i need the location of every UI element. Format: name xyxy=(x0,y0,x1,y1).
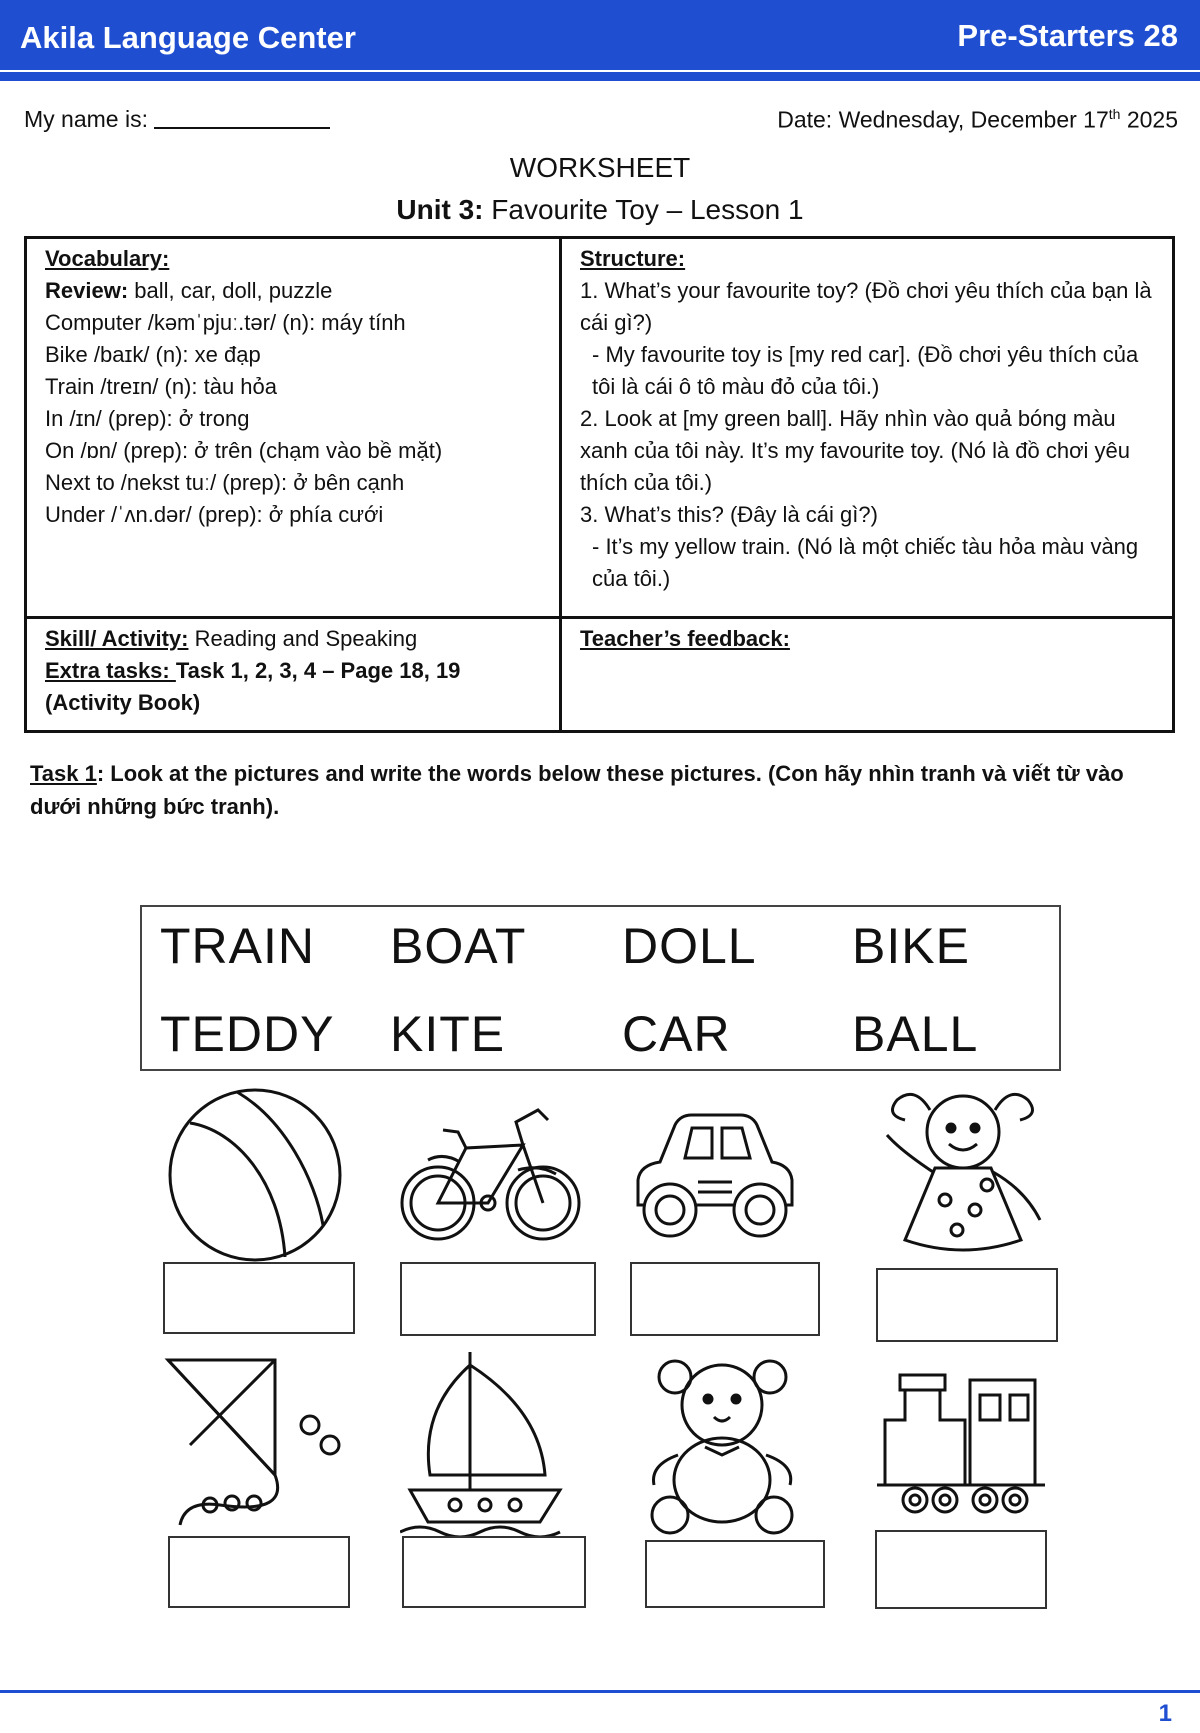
answer-box-train[interactable] xyxy=(875,1530,1047,1609)
vocabulary-cell xyxy=(26,238,561,618)
header-divider xyxy=(0,72,1200,81)
vocab-line: Next to /nekst tuː/ (prep): ở bên cạnh xyxy=(45,470,405,495)
answer-box-ball[interactable] xyxy=(163,1262,355,1334)
task1-instruction xyxy=(30,757,1160,823)
name-label: My name is: xyxy=(24,106,148,132)
unit-name: Favourite Toy – Lesson 1 xyxy=(483,194,804,225)
vocab-line: In /ɪn/ (prep): ở trong xyxy=(45,406,250,431)
skill-line xyxy=(45,623,545,655)
structure-line: - My favourite toy is [my red car]. (Đồ chơi yêu thích của tôi là cái ô tô màu đỏ của tôi.) xyxy=(592,342,1139,399)
skill-text: Reading and Speaking xyxy=(188,626,418,651)
vocab-line: Bike /baɪk/ (n): xe đạp xyxy=(45,342,261,367)
structure-line: 1. What’s your favourite toy? (Đồ chơi yêu thích của bạn là cái gì?) xyxy=(580,278,1152,335)
teddy-icon xyxy=(640,1355,805,1535)
structure-line: 2. Look at [my green ball]. Hãy nhìn vào quả bóng màu xanh của tôi này. It’s my favourite toy. (Nó là đồ chơi yêu thích của tôi.) xyxy=(580,406,1131,495)
extra-line xyxy=(45,655,545,687)
vocabulary-heading: Vocabulary: xyxy=(45,246,170,271)
structure-cell xyxy=(561,238,1174,618)
kite-icon xyxy=(160,1355,355,1535)
word-bank xyxy=(140,905,1061,1071)
feedback-label: Teacher’s feedback: xyxy=(580,626,790,651)
name-blank[interactable] xyxy=(154,107,330,129)
answer-box-bike[interactable] xyxy=(400,1262,596,1336)
date-prefix: Date: Wednesday, December 17 xyxy=(777,106,1109,133)
word-bank-item: BALL xyxy=(852,1006,979,1062)
vocab-line: Train /treɪn/ (n): tàu hỏa xyxy=(45,374,278,399)
bike-icon xyxy=(398,1100,583,1250)
word-bank-item: BIKE xyxy=(852,918,970,974)
boat-icon xyxy=(400,1350,570,1540)
date-year: 2025 xyxy=(1120,106,1178,133)
answer-box-kite[interactable] xyxy=(168,1536,350,1608)
task1-label: Task 1 xyxy=(30,761,97,786)
page-number: 1 xyxy=(1158,1700,1172,1727)
word-bank-item: CAR xyxy=(622,1006,731,1062)
extra-line-2: (Activity Book) xyxy=(45,690,201,715)
structure-line: - It’s my yellow train. (Nó là một chiếc tàu hỏa màu vàng của tôi.) xyxy=(592,534,1139,591)
school-name: Akila Language Center xyxy=(20,20,356,55)
ball-icon xyxy=(165,1085,345,1265)
structure-heading: Structure: xyxy=(580,246,686,271)
date-suffix: th xyxy=(1108,106,1121,122)
word-bank-item: TEDDY xyxy=(160,1006,335,1062)
doll-icon xyxy=(875,1080,1050,1265)
vocab-line: Computer /kəmˈpjuː.tər/ (n): máy tính xyxy=(45,310,406,335)
level-label: Pre-Starters 28 xyxy=(957,18,1178,53)
extra-label: Extra tasks: xyxy=(45,658,176,683)
answer-box-car[interactable] xyxy=(630,1262,820,1336)
vocab-line: On /ɒn/ (prep): ở trên (chạm vào bề mặt) xyxy=(45,438,443,463)
unit-number: Unit 3: xyxy=(396,194,484,225)
skill-cell xyxy=(26,618,561,732)
header-bar xyxy=(0,0,1200,70)
unit-title xyxy=(0,194,1200,226)
date-line xyxy=(777,106,1178,134)
word-bank-item: BOAT xyxy=(390,918,527,974)
task1-text: : Look at the pictures and write the words below these pictures. (Con hãy nhìn tranh và viết từ vào dưới những bức tranh). xyxy=(30,761,1124,819)
name-line xyxy=(24,106,330,133)
footer-divider xyxy=(0,1690,1200,1693)
answer-box-teddy[interactable] xyxy=(645,1540,825,1608)
car-icon xyxy=(630,1110,800,1250)
word-bank-item: DOLL xyxy=(622,918,757,974)
train-icon xyxy=(875,1370,1055,1530)
worksheet-title: WORKSHEET xyxy=(509,152,691,183)
lesson-info-table xyxy=(24,236,1175,733)
feedback-cell[interactable] xyxy=(561,618,1174,732)
vocab-line: Under /ˈʌn.dər/ (prep): ở phía cưới xyxy=(45,502,384,527)
structure-line: 3. What’s this? (Đây là cái gì?) xyxy=(580,502,878,527)
answer-box-boat[interactable] xyxy=(402,1536,586,1608)
review-text: ball, car, doll, puzzle xyxy=(128,278,333,303)
skill-label: Skill/ Activity: xyxy=(45,626,189,651)
word-bank-item: KITE xyxy=(390,1006,506,1062)
answer-box-doll[interactable] xyxy=(876,1268,1058,1342)
review-label: Review: xyxy=(45,278,129,303)
word-bank-item: TRAIN xyxy=(160,918,315,974)
review-line xyxy=(45,275,545,307)
extra-text: Task 1, 2, 3, 4 – Page 18, 19 xyxy=(175,658,461,683)
